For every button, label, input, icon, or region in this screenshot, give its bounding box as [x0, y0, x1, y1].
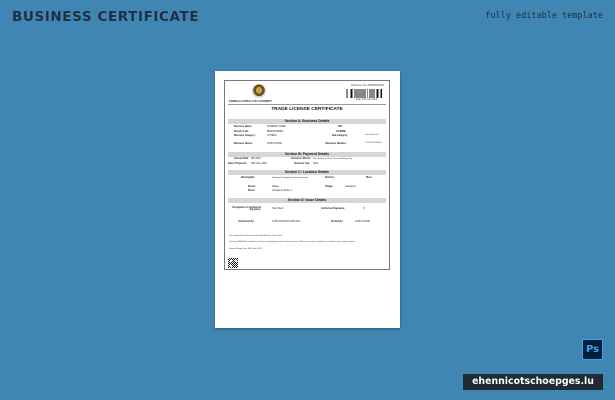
- certificate-frame: [224, 80, 390, 270]
- amount-words-label: Amount in Words:: [291, 158, 311, 160]
- printed-by-label: Printed By:: [331, 221, 344, 223]
- section-d-header: Section D: Issue Details: [228, 198, 386, 203]
- section-b-header: Section B: Payment Details: [228, 152, 386, 157]
- business-category-label: Business Category:: [234, 135, 256, 137]
- authority-name: KAMPALA CAPITAL CITY AUTHORITY: [229, 100, 273, 103]
- certificate-heading: TRADE LICENSE CERTIFICATE: [271, 107, 343, 112]
- payment-date-value: 28th June 2022: [251, 162, 267, 165]
- business-category-value: OTHERS: [267, 135, 277, 137]
- business-name-label: Business Name:: [234, 126, 252, 128]
- license-label: LICENSE: [336, 130, 346, 133]
- business-owner-label: Business Owner:: [234, 143, 253, 145]
- street-label: Street:: [248, 190, 256, 192]
- business-owner-value: JOHN STONE: [267, 143, 282, 145]
- designation-label: Designation of Authorized Signatory:: [232, 207, 261, 211]
- barcode-date: Date: 15th July 2022: [355, 99, 377, 101]
- sub-category-value: General Dealer: [365, 134, 379, 136]
- street-value: Lubugumu Zimbe 1: [272, 190, 292, 192]
- coat-of-arms-icon: [252, 84, 266, 98]
- section-c-header: Section C: Location Details: [228, 170, 386, 175]
- village-label: Village:: [325, 185, 334, 188]
- authorized-signature-value: O: [363, 208, 365, 210]
- printed-by-value: JOHN STONE: [355, 221, 370, 223]
- qr-code-icon: [228, 258, 238, 268]
- amount-paid-label: Amount Paid:: [234, 158, 249, 160]
- watermark-badge: ehennicotschoepges.lu: [463, 374, 603, 390]
- tin-label: TIN:: [338, 126, 343, 128]
- authorized-by-value: JOHN ANTHONY MUKASA: [272, 221, 301, 223]
- authorized-by-label: Authorized By:: [238, 221, 255, 223]
- financial-year-label: Financial Year:: [294, 162, 311, 165]
- financial-year-value: 2022: [313, 162, 319, 165]
- municipality-value: Kawempe Kyalagwe Nambalo Kawempe: [272, 177, 309, 179]
- sub-category-label: Sub-Category:: [332, 135, 348, 137]
- page-title: BUSINESS CERTIFICATE: [12, 9, 200, 25]
- parish-label: Parish:: [248, 185, 256, 188]
- telephone-label: Telephone Number:: [325, 143, 347, 145]
- amount-words-value: Four Hundred and Forty Thousand Shillings Only: [313, 158, 353, 160]
- parish-value: Village: [272, 185, 279, 188]
- amount-paid-value: 000 000/=: [251, 158, 262, 160]
- division-label: Division:: [325, 177, 335, 179]
- barcode-icon: [346, 89, 382, 98]
- header-divider: [228, 104, 386, 105]
- authorized-signature-label: Authorized Signature:: [321, 208, 345, 210]
- reference-number: Reference No. 0000000/00000: [351, 84, 384, 87]
- business-name-value: COMPANY NAME: [267, 126, 286, 128]
- municipality-label: Municipality:: [241, 177, 256, 179]
- village-value: Lubugumu: [345, 185, 356, 188]
- footer-note-3: License Expiry Date: 30th June 2023: [229, 248, 262, 250]
- footer-note-1: This certificate has been issued on behalf of the Town Clerk.: [229, 235, 283, 237]
- photoshop-icon: Ps: [582, 339, 603, 360]
- plots-label: Plots:: [366, 177, 373, 179]
- telephone-value: +256 7000 000000: [365, 141, 382, 144]
- section-a-header: Section A: Business Details: [228, 119, 386, 124]
- page-subtitle: fully editable template: [485, 11, 603, 21]
- branch-code-value: BR0874256982: [267, 130, 283, 133]
- branch-code-label: Branch Code:: [234, 130, 250, 133]
- designation-value: Town Clerk: [272, 208, 284, 210]
- payment-date-label: Date of Payment:: [228, 162, 247, 165]
- footer-note-2: The above BRN/LRN and quote it on all your correspondence with the municipal council. Please note that this certificate is not valid for 1 year unless renewed.: [229, 241, 355, 243]
- certificate-sheet: [215, 71, 400, 328]
